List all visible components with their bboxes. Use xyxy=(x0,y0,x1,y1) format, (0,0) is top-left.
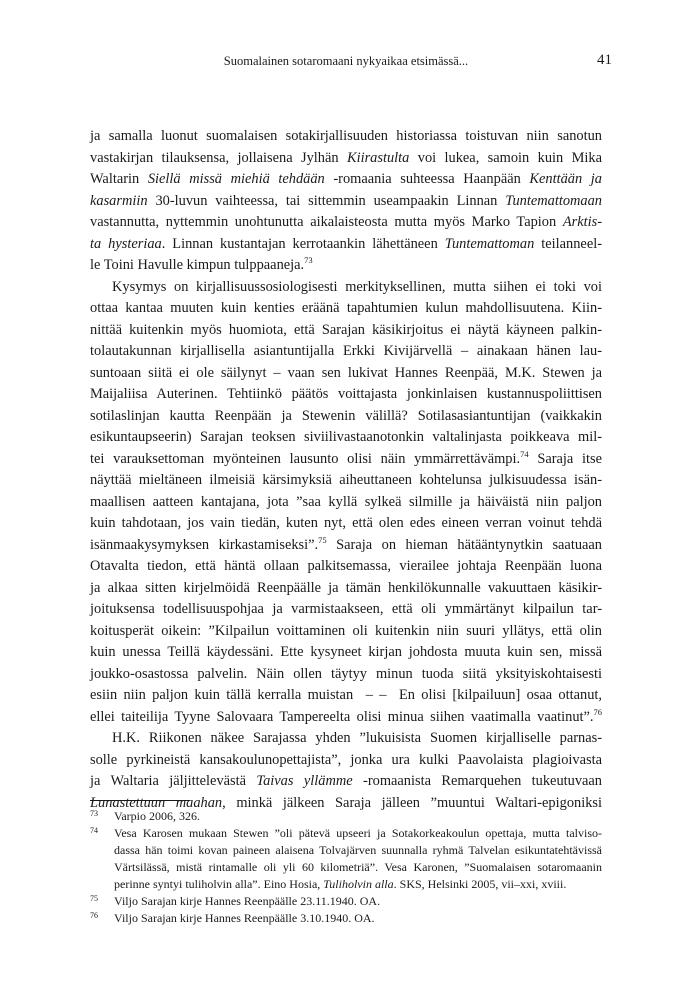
footnote xyxy=(90,808,602,825)
body-line: ta hysteriaa. Linnan kustantajan kerrotaankin lähettäneen Tuntemattoman teilanneel- xyxy=(90,235,602,252)
page-number: 41 xyxy=(597,52,612,68)
body-line: vastakirjan tilauksensa, jollaisena Jylhän Kiirastulta voi lukea, samoin kuin Mika xyxy=(90,149,602,166)
body-line: ottaa kantaa muuten kuin kenties eräänä tapahtumien kulun mahdollisuutena. Kiin- xyxy=(90,300,602,316)
footnote-line: Vesa Karosen mukaan Stewen ”oli pätevä upseeri ja Sotakorkeakoulun opettaja, mutta talviso- xyxy=(114,826,602,840)
body-line: vastannutta, nyttemmin unohtunutta aikalaisteosta mutta myös Marko Tapion Arktis- xyxy=(90,214,602,230)
body-line: ja alkaa sitten kirjelmöidä Reenpäälle ja tämän henkilökunnalle vakuuttaen käsikir- xyxy=(90,579,602,596)
body-line: H.K. Riikonen näkee Sarajassa yhden ”lukuisista Suomen kirjalliselle parnas- xyxy=(112,730,602,746)
body-line: ja samalla luonut suomalaisen sotakirjallisuuden historiassa toistuvan niin sanotun xyxy=(90,128,602,144)
body-line: tolautakunnan kirjallisella asiantuntijalla Erkki Kivijärvellä – ainakaan hänen lau- xyxy=(90,343,602,359)
body-line: kasarmiin 30-luvun vaihteessa, tai sittemmin useampaakin Linnan Tuntemattomaan xyxy=(90,192,602,209)
body-line: Otavalta tiedon, että häntä ollaan palkitsemassa, vierailee johtaja Reenpään luona xyxy=(90,558,602,574)
body-line: maallisen aatteen kantajana, jota ”saa kyllä sylkeä silmille ja häiväistä niin paljon xyxy=(90,493,602,510)
footnote-number: 76 xyxy=(90,911,98,920)
body-line: le Toini Havulle kimpun tulppaaneja.$^{73}$ xyxy=(90,255,313,273)
footnote xyxy=(90,893,602,910)
footnote-number: 73 xyxy=(90,809,98,818)
footnote-line: Varpio 2006, 326. xyxy=(114,809,200,823)
running-head xyxy=(80,52,612,72)
body-line: Maijaliisa Auterinen. Tehtiinkö päätös voittajasta jonkinlaisen kustannuspoliittisen xyxy=(90,386,602,402)
footnotes xyxy=(90,808,602,927)
footnote-number: 74 xyxy=(90,826,98,835)
body-line: tei varauksettoman myönteinen lausunto olisi näin ymmärrettävämpi.$^{74}$ Saraja itse xyxy=(90,448,602,467)
footnote-rule xyxy=(90,800,190,801)
footnote-line: dassa hän toimi kovan paineen alaisena Tolvajärven suunnalla ryhmä Talvelan esikuntatehtävissä xyxy=(114,843,602,857)
footnote-line: Viljo Sarajan kirje Hannes Reenpäälle 3.10.1940. OA. xyxy=(114,911,375,925)
body-line: joukko-osastossa palvelin. Näin ollen täytyy minun tuoda siitä yksityiskohtaisesti xyxy=(90,665,602,682)
footnote xyxy=(90,825,602,893)
body-line: esikuntaupseerin) Sarajan teoksen siviilivastaanotonkin valtalinjasta poikkeava mil- xyxy=(90,429,602,445)
body-line: nittää kuitenkin myös huomiota, että Sarajan käsikirjoitus ei näytä käyneen palkin- xyxy=(90,321,602,338)
body-line: Kysymys on kirjallisuussosiologisesti merkityksellinen, mutta siihen ei toki voi xyxy=(112,278,602,295)
body-line: kuin unessa Teillä käydessäni. Ette kysyneet kirjan johdosta muuta kuin sen, missä xyxy=(90,644,602,660)
running-title: Suomalainen sotaromaani nykyaikaa etsimässä... xyxy=(223,54,469,68)
body-line: joituksensa todellisuuspohjaa ja varmistaakseen, että oli ymmärtänyt kilpailun tar- xyxy=(90,601,602,617)
footnote-line: Viljo Sarajan kirje Hannes Reenpäälle 23.11.1940. OA. xyxy=(114,894,381,908)
body-line: Lunastettuun maahan, minkä jälkeen Saraja jälleen ”muuntui Waltari-epigoniksi xyxy=(90,794,603,811)
body-line: sotilaslinjan kautta Reenpään ja Stewenin välillä? Sotilasasiantuntijan (vaikkakin xyxy=(90,407,602,424)
body-line: suntoaan siitä ei ole säilynyt – vaan sen lukivat Hannes Reenpää, M.K. Stewen ja xyxy=(90,364,602,381)
body-line: isänmaakysymyksen kirkastamiseksi”.$^{75}$ Saraja on hieman hätääntynytkin saatuaan xyxy=(90,534,602,553)
footnote xyxy=(90,910,602,927)
body-line: näyttää mieltäneen ilmeisiä kärsimyksiä aiheuttaneen kohtelunsa julkisuudessa isän- xyxy=(90,472,602,488)
body-line: esiin niin paljon kuin tällä kerralla muistan – – En olisi [kilpailuun] osaa ottanut, xyxy=(90,687,602,703)
body-line: koitusperät oikein: ”Kilpailun voittaminen oli kuitenkin niin suuri yllätys, että olin xyxy=(90,622,602,639)
body-text xyxy=(90,126,602,814)
body-line: Waltarin Siellä missä miehiä tehdään -romaania suhteessa Haanpään Kenttään ja xyxy=(90,171,602,187)
footnote-line: perinne syntyi tuliholvin alla”. Eino Hosia, Tuliholvin alla. SKS, Helsinki 2005, vii–xxi, xviii. xyxy=(114,877,567,891)
footnote-line: Värtsilässä, mistä rintamalle oli yli 60 kilometriä”. Vesa Karonen, ”Suomalaisen sotaromaanin xyxy=(114,860,602,874)
body-line: ellei taiteilija Tyyne Salovaara Tampereelta olisi minua siihen vaatimalla vaatinut”.$^{76}$ xyxy=(90,706,602,725)
body-line: solle pyrkineistä kansakoulunopettajista”, jonka ura kulki Paavolaista plagioivasta xyxy=(90,751,602,768)
body-line: ja Waltaria jäljittelevästä Taivas yllämme -romaanista Remarquehen tukeutuvaan xyxy=(90,773,603,789)
body-line: kuin tahdotaan, jos vain tiedän, kuten nyt, että olen edes eineen verran voinut tehdä xyxy=(90,515,602,531)
footnote-number: 75 xyxy=(90,894,98,903)
